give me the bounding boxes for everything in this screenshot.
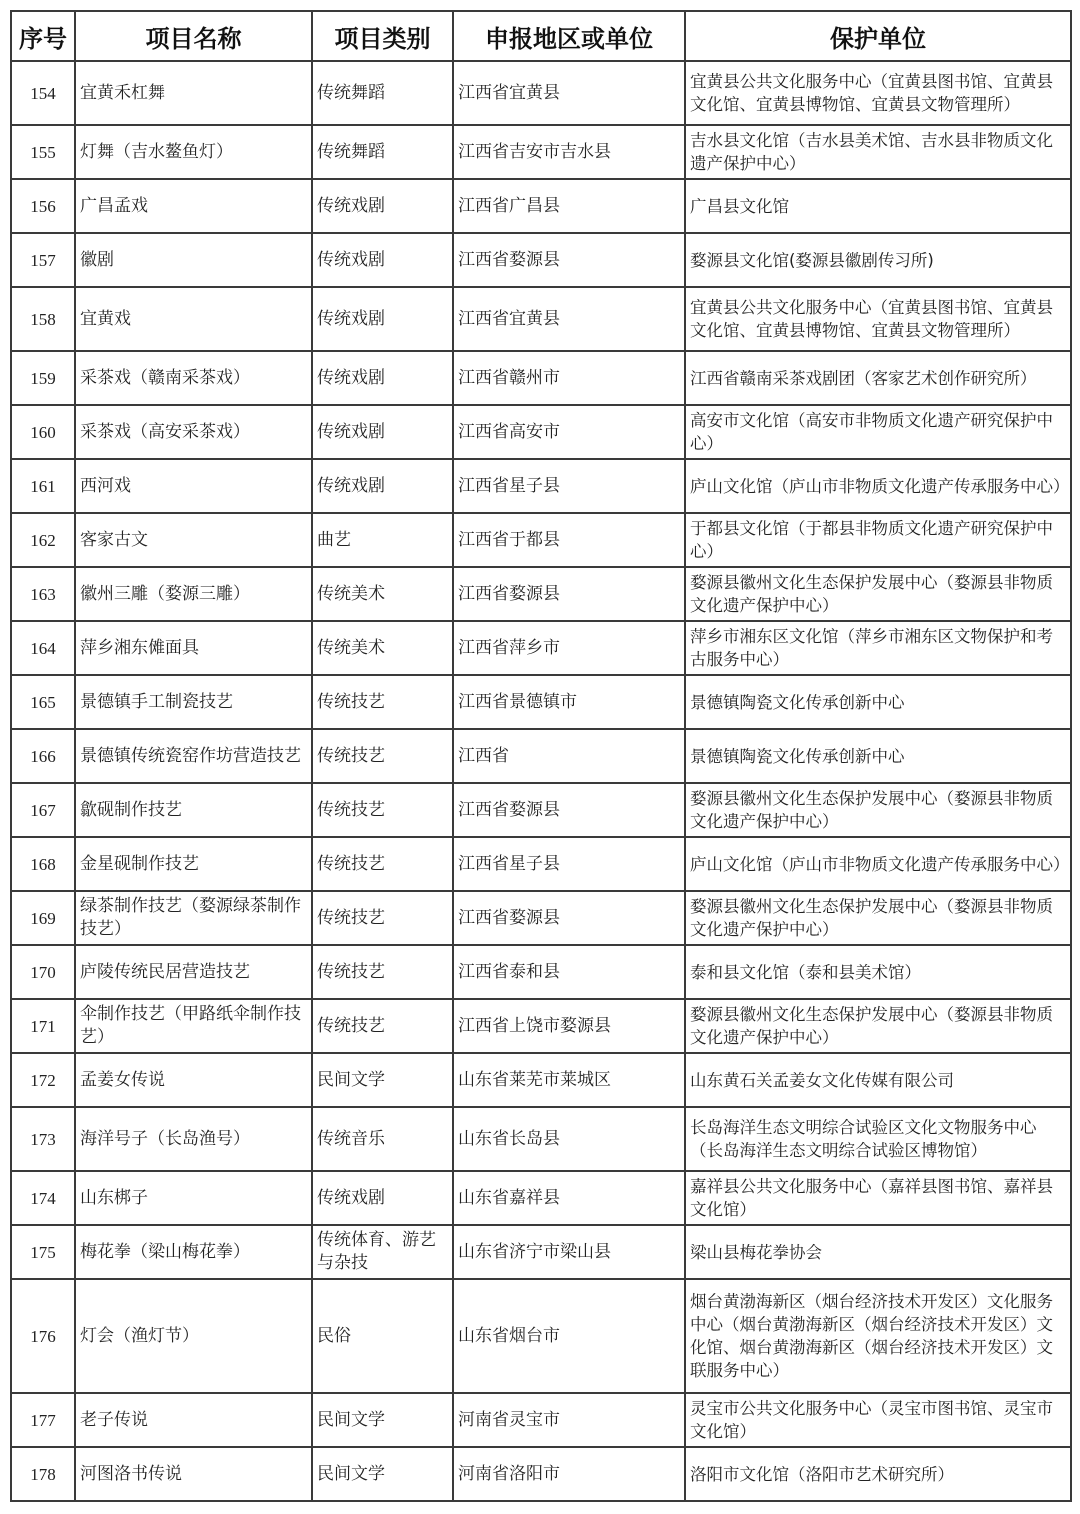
cell-project-name: 河图洛书传说 xyxy=(75,1447,312,1501)
cell-serial-number: 172 xyxy=(11,1053,75,1107)
cell-applicant-region: 河南省灵宝市 xyxy=(453,1393,685,1447)
table-row xyxy=(11,61,1071,125)
cell-serial-number: 176 xyxy=(11,1279,75,1393)
cell-protection-unit: 庐山文化馆（庐山市非物质文化遗产传承服务中心） xyxy=(685,459,1071,513)
cell-serial-number: 177 xyxy=(11,1393,75,1447)
cell-protection-unit: 江西省赣南采茶戏剧团（客家艺术创作研究所） xyxy=(685,351,1071,405)
table-row xyxy=(11,1393,1071,1447)
cell-project-name: 梅花拳（梁山梅花拳） xyxy=(75,1225,312,1279)
cell-applicant-region: 江西省景德镇市 xyxy=(453,675,685,729)
header-row xyxy=(11,11,1071,61)
cell-protection-unit: 婺源县徽州文化生态保护发展中心（婺源县非物质文化遗产保护中心） xyxy=(685,783,1071,837)
cell-project-name: 灯会（渔灯节） xyxy=(75,1279,312,1393)
cell-project-category: 民间文学 xyxy=(312,1447,453,1501)
cell-protection-unit: 宜黄县公共文化服务中心（宜黄县图书馆、宜黄县文化馆、宜黄县博物馆、宜黄县文物管理所） xyxy=(685,61,1071,125)
cell-project-name: 灯舞（吉水鳌鱼灯） xyxy=(75,125,312,179)
cell-applicant-region: 江西省吉安市吉水县 xyxy=(453,125,685,179)
cell-project-category: 传统音乐 xyxy=(312,1107,453,1171)
cell-project-category: 民俗 xyxy=(312,1279,453,1393)
cell-serial-number: 159 xyxy=(11,351,75,405)
cell-serial-number: 163 xyxy=(11,567,75,621)
cell-applicant-region: 江西省于都县 xyxy=(453,513,685,567)
cell-protection-unit: 吉水县文化馆（吉水县美术馆、吉水县非物质文化遗产保护中心） xyxy=(685,125,1071,179)
table-row xyxy=(11,891,1071,945)
heritage-list-table xyxy=(10,10,1072,1502)
header-protection-unit: 保护单位 xyxy=(685,11,1071,61)
cell-serial-number: 158 xyxy=(11,287,75,351)
cell-protection-unit: 景德镇陶瓷文化传承创新中心 xyxy=(685,729,1071,783)
cell-serial-number: 165 xyxy=(11,675,75,729)
cell-serial-number: 164 xyxy=(11,621,75,675)
cell-project-category: 传统舞蹈 xyxy=(312,61,453,125)
table-row xyxy=(11,783,1071,837)
cell-protection-unit: 宜黄县公共文化服务中心（宜黄县图书馆、宜黄县文化馆、宜黄县博物馆、宜黄县文物管理所） xyxy=(685,287,1071,351)
cell-project-category: 传统美术 xyxy=(312,621,453,675)
cell-protection-unit: 泰和县文化馆（泰和县美术馆） xyxy=(685,945,1071,999)
cell-protection-unit: 婺源县徽州文化生态保护发展中心（婺源县非物质文化遗产保护中心） xyxy=(685,891,1071,945)
cell-project-name: 采茶戏（高安采茶戏） xyxy=(75,405,312,459)
table-row xyxy=(11,1225,1071,1279)
table-row xyxy=(11,459,1071,513)
table-row xyxy=(11,351,1071,405)
cell-serial-number: 170 xyxy=(11,945,75,999)
cell-protection-unit: 景德镇陶瓷文化传承创新中心 xyxy=(685,675,1071,729)
table-row xyxy=(11,1279,1071,1393)
header-serial-number: 序号 xyxy=(11,11,75,61)
cell-project-category: 传统技艺 xyxy=(312,783,453,837)
cell-protection-unit: 嘉祥县公共文化服务中心（嘉祥县图书馆、嘉祥县文化馆） xyxy=(685,1171,1071,1225)
cell-protection-unit: 梁山县梅花拳协会 xyxy=(685,1225,1071,1279)
table-row xyxy=(11,567,1071,621)
cell-project-category: 传统技艺 xyxy=(312,729,453,783)
cell-project-category: 传统美术 xyxy=(312,567,453,621)
table-row xyxy=(11,621,1071,675)
cell-applicant-region: 江西省婺源县 xyxy=(453,567,685,621)
cell-project-category: 民间文学 xyxy=(312,1053,453,1107)
cell-serial-number: 171 xyxy=(11,999,75,1053)
cell-project-name: 徽剧 xyxy=(75,233,312,287)
cell-serial-number: 173 xyxy=(11,1107,75,1171)
cell-serial-number: 166 xyxy=(11,729,75,783)
cell-project-category: 民间文学 xyxy=(312,1393,453,1447)
header-project-category: 项目类别 xyxy=(312,11,453,61)
cell-applicant-region: 山东省长岛县 xyxy=(453,1107,685,1171)
cell-protection-unit: 长岛海洋生态文明综合试验区文化文物服务中心（长岛海洋生态文明综合试验区博物馆） xyxy=(685,1107,1071,1171)
cell-applicant-region: 江西省星子县 xyxy=(453,837,685,891)
cell-protection-unit: 婺源县徽州文化生态保护发展中心（婺源县非物质文化遗产保护中心） xyxy=(685,567,1071,621)
table-row xyxy=(11,233,1071,287)
cell-project-name: 景德镇传统瓷窑作坊营造技艺 xyxy=(75,729,312,783)
cell-serial-number: 162 xyxy=(11,513,75,567)
cell-applicant-region: 山东省济宁市梁山县 xyxy=(453,1225,685,1279)
table-row xyxy=(11,999,1071,1053)
cell-project-category: 传统技艺 xyxy=(312,891,453,945)
table-row xyxy=(11,837,1071,891)
table-row xyxy=(11,513,1071,567)
cell-applicant-region: 江西省星子县 xyxy=(453,459,685,513)
cell-applicant-region: 江西省萍乡市 xyxy=(453,621,685,675)
cell-serial-number: 178 xyxy=(11,1447,75,1501)
cell-project-name: 歙砚制作技艺 xyxy=(75,783,312,837)
cell-protection-unit: 高安市文化馆（高安市非物质文化遗产研究保护中心） xyxy=(685,405,1071,459)
cell-applicant-region: 山东省嘉祥县 xyxy=(453,1171,685,1225)
cell-project-name: 景德镇手工制瓷技艺 xyxy=(75,675,312,729)
cell-serial-number: 169 xyxy=(11,891,75,945)
cell-serial-number: 157 xyxy=(11,233,75,287)
cell-project-category: 传统技艺 xyxy=(312,837,453,891)
cell-project-category: 传统戏剧 xyxy=(312,405,453,459)
cell-serial-number: 160 xyxy=(11,405,75,459)
cell-project-name: 采茶戏（赣南采茶戏） xyxy=(75,351,312,405)
cell-project-category: 传统戏剧 xyxy=(312,1171,453,1225)
cell-protection-unit: 萍乡市湘东区文化馆（萍乡市湘东区文物保护和考古服务中心） xyxy=(685,621,1071,675)
table-row xyxy=(11,1107,1071,1171)
table-row xyxy=(11,945,1071,999)
cell-applicant-region: 江西省高安市 xyxy=(453,405,685,459)
cell-project-name: 徽州三雕（婺源三雕） xyxy=(75,567,312,621)
table-row xyxy=(11,125,1071,179)
cell-protection-unit: 庐山文化馆（庐山市非物质文化遗产传承服务中心） xyxy=(685,837,1071,891)
cell-project-name: 宜黄戏 xyxy=(75,287,312,351)
cell-applicant-region: 江西省赣州市 xyxy=(453,351,685,405)
cell-serial-number: 161 xyxy=(11,459,75,513)
cell-applicant-region: 江西省广昌县 xyxy=(453,179,685,233)
cell-project-name: 客家古文 xyxy=(75,513,312,567)
cell-project-category: 传统舞蹈 xyxy=(312,125,453,179)
cell-project-category: 传统戏剧 xyxy=(312,233,453,287)
cell-protection-unit: 烟台黄渤海新区（烟台经济技术开发区）文化服务中心（烟台黄渤海新区（烟台经济技术开发区）文化馆、烟台黄渤海新区（烟台经济技术开发区）文联服务中心） xyxy=(685,1279,1071,1393)
cell-protection-unit: 山东黄石关孟姜女文化传媒有限公司 xyxy=(685,1053,1071,1107)
cell-applicant-region: 江西省上饶市婺源县 xyxy=(453,999,685,1053)
cell-project-category: 传统技艺 xyxy=(312,999,453,1053)
cell-project-name: 伞制作技艺（甲路纸伞制作技艺） xyxy=(75,999,312,1053)
header-project-name: 项目名称 xyxy=(75,11,312,61)
table-row xyxy=(11,405,1071,459)
cell-project-category: 传统技艺 xyxy=(312,675,453,729)
cell-applicant-region: 江西省泰和县 xyxy=(453,945,685,999)
cell-applicant-region: 江西省 xyxy=(453,729,685,783)
cell-project-category: 传统技艺 xyxy=(312,945,453,999)
cell-project-category: 传统戏剧 xyxy=(312,179,453,233)
table-row xyxy=(11,729,1071,783)
table-row xyxy=(11,675,1071,729)
cell-project-name: 孟姜女传说 xyxy=(75,1053,312,1107)
cell-project-name: 宜黄禾杠舞 xyxy=(75,61,312,125)
cell-applicant-region: 江西省婺源县 xyxy=(453,891,685,945)
cell-project-category: 传统体育、游艺与杂技 xyxy=(312,1225,453,1279)
cell-project-category: 曲艺 xyxy=(312,513,453,567)
cell-serial-number: 168 xyxy=(11,837,75,891)
cell-protection-unit: 广昌县文化馆 xyxy=(685,179,1071,233)
cell-project-name: 金星砚制作技艺 xyxy=(75,837,312,891)
table-row xyxy=(11,1171,1071,1225)
cell-project-name: 海洋号子（长岛渔号） xyxy=(75,1107,312,1171)
cell-project-category: 传统戏剧 xyxy=(312,351,453,405)
cell-serial-number: 174 xyxy=(11,1171,75,1225)
cell-applicant-region: 江西省宜黄县 xyxy=(453,287,685,351)
cell-applicant-region: 河南省洛阳市 xyxy=(453,1447,685,1501)
cell-serial-number: 167 xyxy=(11,783,75,837)
cell-applicant-region: 江西省婺源县 xyxy=(453,233,685,287)
header-applicant-region: 申报地区或单位 xyxy=(453,11,685,61)
cell-project-name: 广昌孟戏 xyxy=(75,179,312,233)
cell-project-name: 绿茶制作技艺（婺源绿茶制作技艺） xyxy=(75,891,312,945)
cell-applicant-region: 江西省宜黄县 xyxy=(453,61,685,125)
cell-serial-number: 155 xyxy=(11,125,75,179)
table-row xyxy=(11,1053,1071,1107)
cell-applicant-region: 江西省婺源县 xyxy=(453,783,685,837)
table-row xyxy=(11,179,1071,233)
cell-project-name: 老子传说 xyxy=(75,1393,312,1447)
cell-project-name: 庐陵传统民居营造技艺 xyxy=(75,945,312,999)
table-row xyxy=(11,287,1071,351)
cell-serial-number: 156 xyxy=(11,179,75,233)
cell-project-name: 山东梆子 xyxy=(75,1171,312,1225)
cell-serial-number: 154 xyxy=(11,61,75,125)
cell-protection-unit: 于都县文化馆（于都县非物质文化遗产研究保护中心） xyxy=(685,513,1071,567)
cell-applicant-region: 山东省烟台市 xyxy=(453,1279,685,1393)
cell-serial-number: 175 xyxy=(11,1225,75,1279)
cell-project-name: 萍乡湘东傩面具 xyxy=(75,621,312,675)
cell-project-name: 西河戏 xyxy=(75,459,312,513)
cell-project-category: 传统戏剧 xyxy=(312,287,453,351)
cell-protection-unit: 婺源县徽州文化生态保护发展中心（婺源县非物质文化遗产保护中心） xyxy=(685,999,1071,1053)
cell-applicant-region: 山东省莱芜市莱城区 xyxy=(453,1053,685,1107)
cell-protection-unit: 洛阳市文化馆（洛阳市艺术研究所） xyxy=(685,1447,1071,1501)
cell-project-category: 传统戏剧 xyxy=(312,459,453,513)
cell-protection-unit: 婺源县文化馆(婺源县徽剧传习所) xyxy=(685,233,1071,287)
cell-protection-unit: 灵宝市公共文化服务中心（灵宝市图书馆、灵宝市文化馆） xyxy=(685,1393,1071,1447)
table-row xyxy=(11,1447,1071,1501)
